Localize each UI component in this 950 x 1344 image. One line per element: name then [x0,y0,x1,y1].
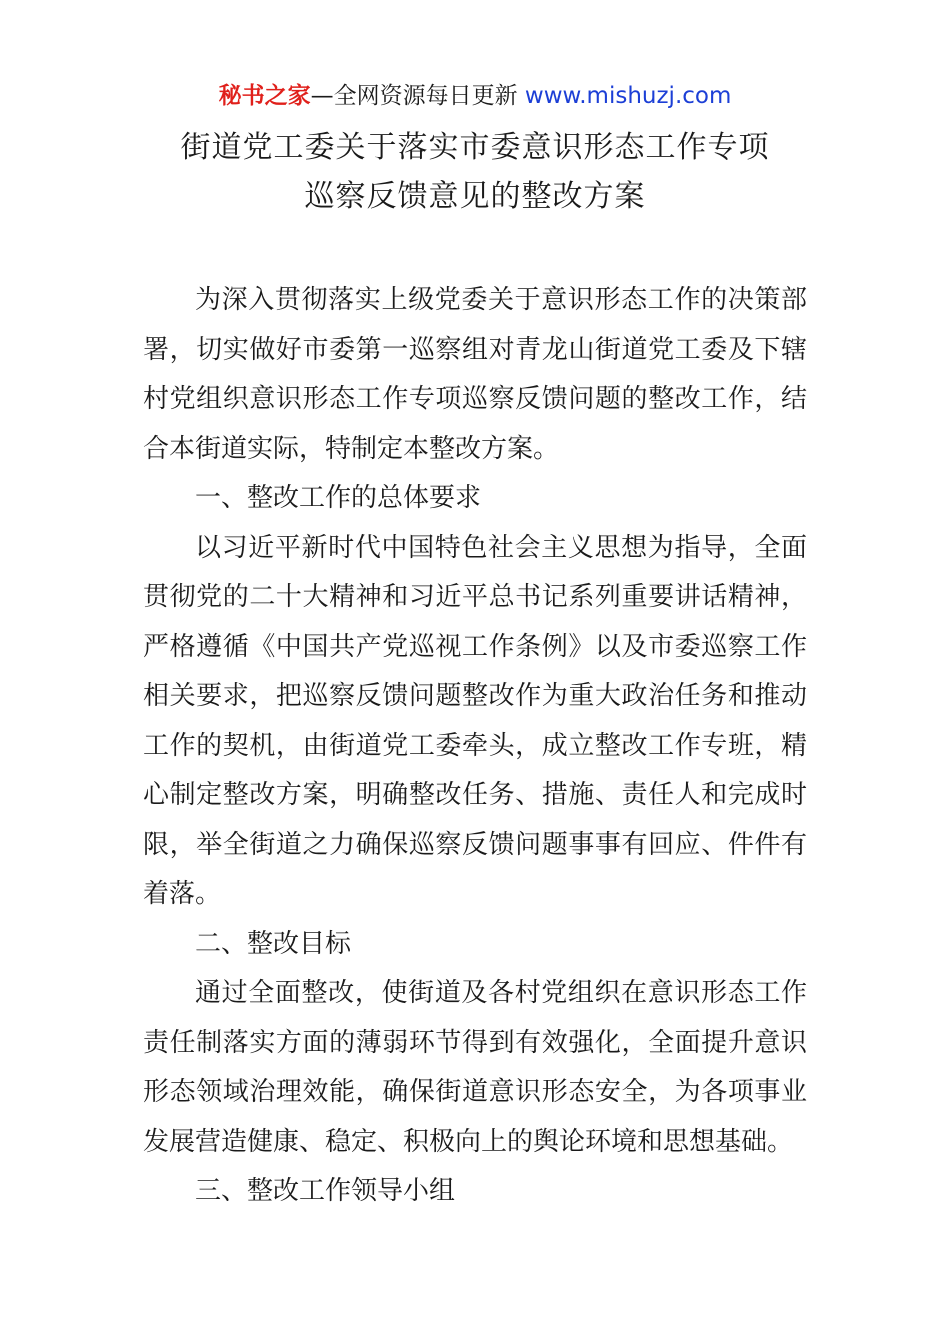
section-3-heading: 三、整改工作领导小组 [195,1176,456,1206]
site-header [0,80,950,112]
document-body [143,276,807,1217]
site-tagline: —全网资源每日更新 [310,83,525,109]
site-url-link[interactable]: www.mishuzj.com [524,83,732,109]
section-2-paragraph: 通过全面整改，使街道及各村党组织在意识形态工作责任制落实方面的薄弱环节得到有效强化，全面提升意识形态领域治理效能，确保街道意识形态安全，为各项事业发展营造健康、稳定、积极向上的舆论环境和思想基础。 [143,978,807,1157]
document-title-line-1: 街道党工委关于落实市委意识形态工作专项 [180,130,770,165]
section-2-heading: 二、整改目标 [195,928,352,959]
site-brand: 秘书之家 [218,83,311,109]
intro-paragraph: 为深入贯彻落实上级党委关于意识形态工作的决策部署，切实做好市委第一巡察组对青龙山街道党工委及下辖村党组织意识形态工作专项巡察反馈问题的整改工作，结合本街道实际，特制定本整改方案。 [143,285,807,464]
section-1-heading: 一、整改工作的总体要求 [195,483,482,513]
section-1-paragraph: 以习近平新时代中国特色社会主义思想为指导，全面贯彻党的二十大精神和习近平总书记系列重要讲话精神，严格遵循《中国共产党巡视工作条例》以及市委巡察工作相关要求，把巡察反馈问题整改作为重大政治任务和推动工作的契机，由街道党工委牵头，成立整改工作专班，精心制定整改方案，明确整改任务、措施、责任人和完成时限，举全街道之力确保巡察反馈问题事事有回应、件件有着落。 [143,532,807,909]
document-title-line-2: 巡察反馈意见的整改方案 [304,179,646,214]
